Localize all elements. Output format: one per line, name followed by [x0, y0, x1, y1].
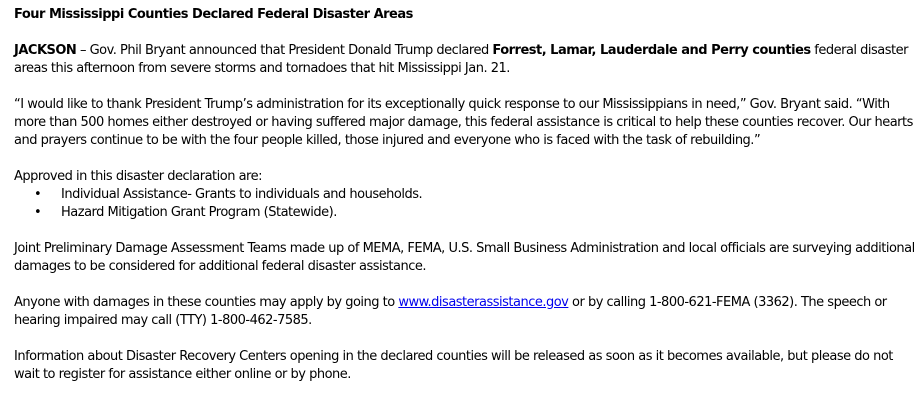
declared-counties: Forrest, Lamar, Lauderdale and Perry counties: [492, 43, 811, 58]
paragraph-announcement: [14, 42, 918, 78]
list-item: [14, 186, 918, 204]
announcement-text-1: – Gov. Phil Bryant announced that President Donald Trump declared: [76, 43, 493, 58]
announcement-text-2: federal disaster areas this afternoon from severe storms and tornadoes that hit Mississippi Jan. 21.: [14, 43, 908, 76]
list-item-text: Individual Assistance- Grants to individuals and households.: [61, 187, 423, 202]
list-item-text: Hazard Mitigation Grant Program (Statewide).: [61, 205, 337, 220]
dateline: JACKSON: [14, 43, 77, 58]
bullet-icon: •: [34, 205, 42, 220]
list-item: [14, 204, 918, 222]
list-intro: Approved in this disaster declaration are:: [14, 169, 262, 184]
assistance-list: [14, 186, 918, 222]
bullet-icon: •: [34, 187, 42, 202]
paragraph-recovery-centers: Information about Disaster Recovery Centers opening in the declared counties will be released as soon as it becomes available, but please do not wait to register for assistance either online or by phone.: [14, 349, 893, 382]
document-title: Four Mississippi Counties Declared Federal Disaster Areas: [14, 7, 413, 22]
apply-text-2: or by calling 1-800-621-FEMA (3362). The speech or hearing impaired may call (TTY) 1-800-462-7585.: [14, 295, 887, 328]
apply-text-1: Anyone with damages in these counties may apply by going to: [14, 295, 399, 310]
disaster-assistance-link[interactable]: www.disasterassistance.gov: [398, 295, 569, 310]
paragraph-apply: [14, 294, 918, 330]
paragraph-assessment: Joint Preliminary Damage Assessment Teams made up of MEMA, FEMA, U.S. Small Business Administration and local officials are surveying additional damages to be considered for additional federal disaster assistance.: [14, 241, 915, 274]
paragraph-quote: “I would like to thank President Trump’s administration for its exceptionally quick response to our Mississippians in need,” Gov. Bryant said. “With more than 500 homes either destroyed or having suffered major damage, this federal assistance is critical to help these counties recover. Our hearts and prayers continue to be with the four people killed, those injured and everyone who is faced with the task of rebuilding.”: [14, 97, 913, 148]
